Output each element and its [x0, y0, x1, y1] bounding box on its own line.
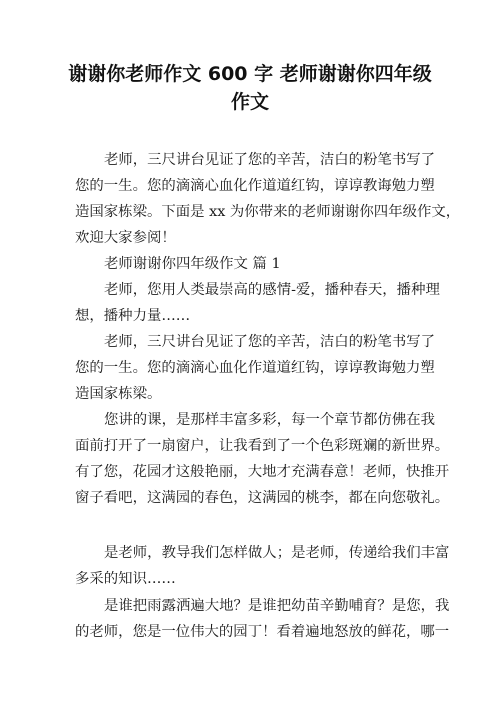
paragraph-line: 有了您，花园才这般艳丽，大地才充满春意！老师，快推开: [75, 464, 450, 480]
title-line-1: 谢谢你老师作文 600 字 老师谢谢你四年级: [68, 63, 432, 85]
paragraph-line: 想，播种力量……: [75, 308, 191, 324]
paragraph-line: 面前打开了一扇窗户，让我看到了一个色彩斑斓的新世界。: [75, 438, 450, 454]
document-title: [40, 60, 460, 116]
paragraph-line: 造国家栋梁。下面是 xx 为你带来的老师谢谢你四年级作文，: [75, 204, 461, 220]
paragraph-line: 老师，三尺讲台见证了您的辛苦，洁白的粉笔书写了: [104, 152, 435, 168]
paragraph-line: 多采的知识……: [75, 571, 176, 587]
paragraph-line: 欢迎大家参阅！: [75, 230, 176, 246]
paragraph-line: 窗子看吧，这满园的春色，这满园的桃李，都在向您敬礼。: [75, 490, 450, 506]
paragraph-line: 您的一生。您的滴滴心血化作道道红钩，谆谆教诲勉力塑: [75, 360, 435, 376]
paragraph-line: 是谁把雨露洒遍大地？是谁把幼苗辛勤哺育？是您，我: [104, 598, 450, 614]
title-line-2: 作文: [230, 91, 269, 113]
paragraph-line: 您讲的课，是那样丰富多彩，每一个章节都仿佛在我: [104, 412, 435, 428]
paragraph-line: 老师，您用人类最崇高的感情-爱，播种春天，播种理: [104, 282, 440, 298]
paragraph-line: 是老师，教导我们怎样做人；是老师，传递给我们丰富: [104, 545, 450, 561]
paragraph-line: 的老师，您是一位伟大的园丁！看着遍地怒放的鲜花，哪一: [75, 624, 450, 640]
paragraph-line: 老师，三尺讲台见证了您的辛苦，洁白的粉笔书写了: [104, 334, 435, 350]
paragraph-line: 您的一生。您的滴滴心血化作道道红钩，谆谆教诲勉力塑: [75, 178, 435, 194]
paragraph-line: 造国家栋梁。: [75, 386, 162, 402]
section-heading: 老师谢谢你四年级作文 篇 1: [104, 256, 281, 272]
